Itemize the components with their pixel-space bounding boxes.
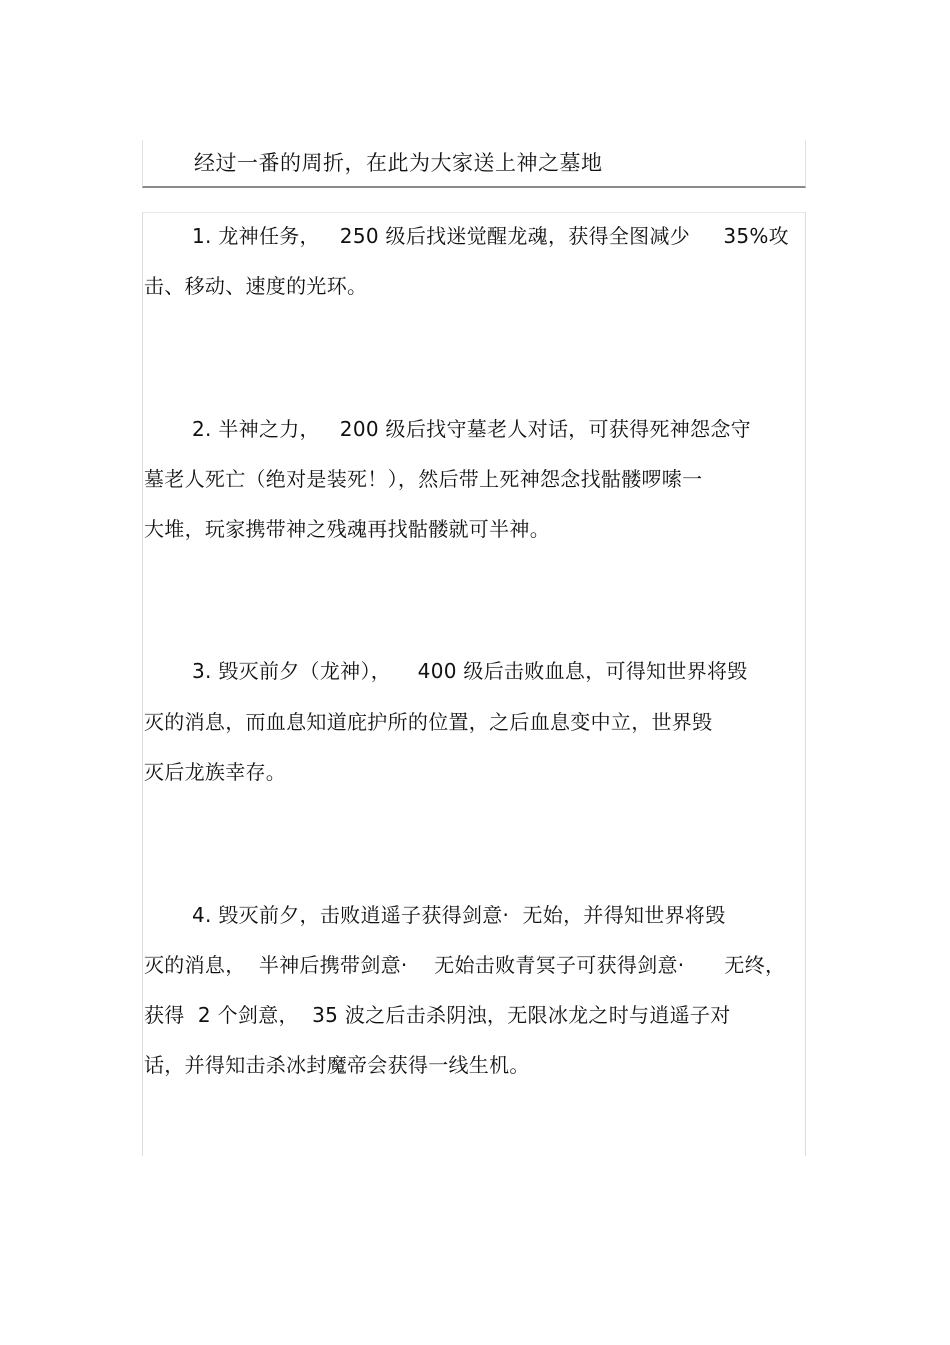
paragraph-2-line-3: 大堆，玩家携带神之残魂再找骷髅就可半神。 <box>144 517 550 541</box>
paragraph-4-line-3: 获得 2 个剑意， 35 波之后击杀阴浊，无限冰龙之时与逍遥子对 <box>144 1003 731 1027</box>
paragraph-1-line-2: 击、移动、速度的光环。 <box>144 274 368 298</box>
title-box <box>142 140 806 188</box>
paragraph-3-line-2: 灭的消息，而血息知道庇护所的位置，之后血息变中立，世界毁 <box>144 710 713 734</box>
paragraph-4-line-1: 4. 毁灭前夕，击败逍遥子获得剑意· 无始，并得知世界将毁 <box>192 903 726 927</box>
paragraph-4-line-2: 灭的消息， 半神后携带剑意· 无始击败青冥子可获得剑意· 无终， <box>144 953 786 977</box>
paragraph-3-line-3: 灭后龙族幸存。 <box>144 760 287 784</box>
paragraph-3-line-1: 3. 毁灭前夕（龙神）， 400 级后击败血息，可得知世界将毁 <box>192 659 748 683</box>
content-box <box>142 212 806 1156</box>
paragraph-4-line-4: 话，并得知击杀冰封魔帝会获得一线生机。 <box>144 1053 530 1077</box>
paragraph-2-line-2: 墓老人死亡（绝对是装死！），然后带上死神怨念找骷髅啰嗦一 <box>144 467 703 491</box>
paragraph-2-line-1: 2. 半神之力， 200 级后找守墓老人对话，可获得死神怨念守 <box>192 417 751 441</box>
paragraph-1-line-1: 1. 龙神任务， 250 级后找迷觉醒龙魂，获得全图减少 35%攻 <box>192 224 789 248</box>
page-title: 经过一番的周折，在此为大家送上神之墓地 <box>194 151 603 175</box>
